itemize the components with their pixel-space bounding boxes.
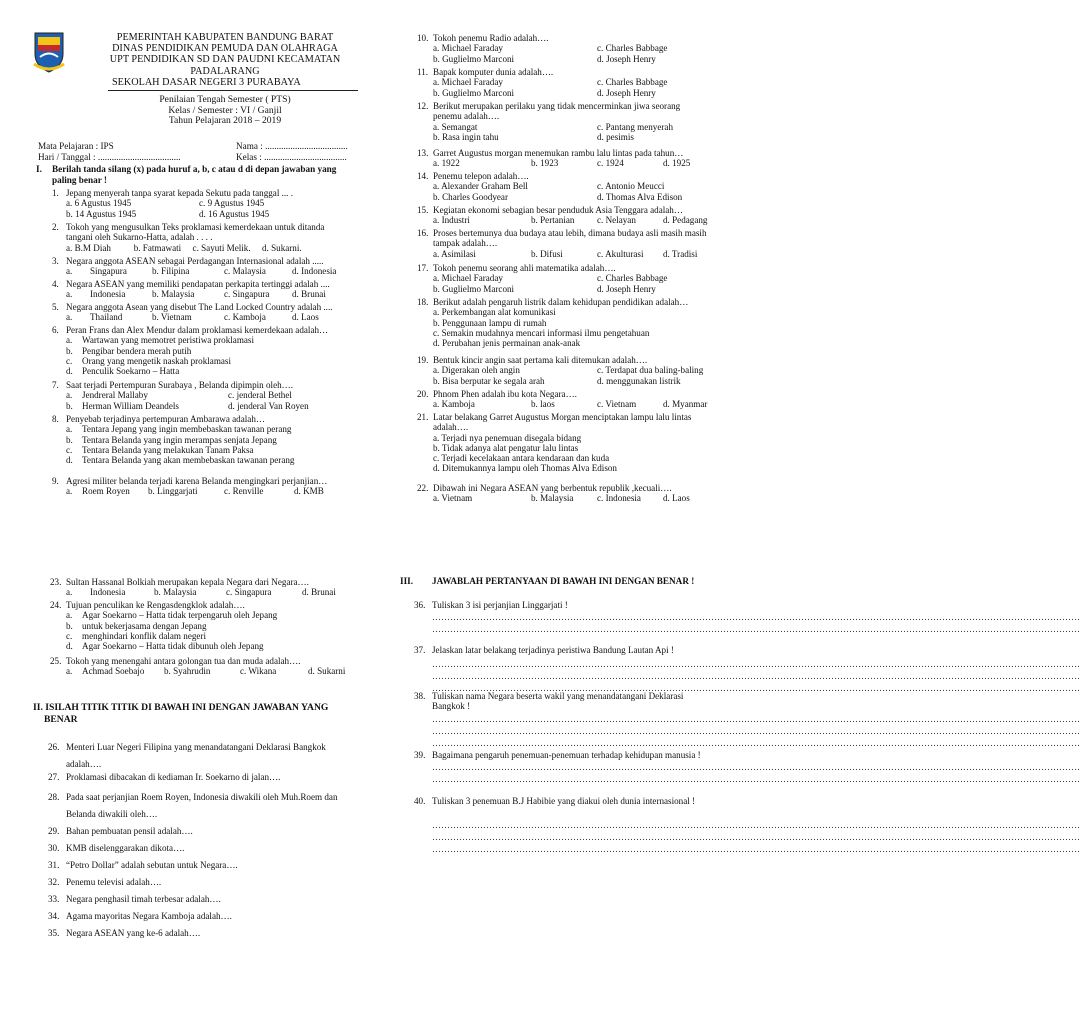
question-number: 12. — [417, 101, 429, 111]
question-stem: Berikut adalah pengaruh listrik dalam kehidupan pendidikan adalah… — [433, 297, 689, 307]
question-number: 20. — [417, 389, 429, 399]
header-line: UPT PENDIDIKAN SD DAN PAUDNI KECAMATAN — [109, 54, 341, 66]
option-c[interactable]: c. 9 Agustus 1945 — [199, 198, 265, 209]
option-a[interactable]: a. Kamboja — [433, 399, 475, 410]
option-c[interactable]: c. Renville — [224, 486, 264, 497]
question-18 — [417, 297, 688, 348]
question-22 — [417, 483, 690, 504]
section-2-title: II. ISILAH TITIK TITIK DI BAWAH INI DENGAN JAWABAN YANG — [33, 702, 329, 713]
option-d[interactable]: Tentara Belanda yang akan membebaskan tawanan perang — [82, 455, 295, 466]
question-37 — [414, 645, 674, 655]
question-24: 24. Tujuan penculikan ke Rengasdengklok adalah…. a. Agar Soekarno – Hatta tidak terpengaruh oleh Jepang b. untuk bekerjasama dengan Jepang c. menghindari konflik dalam negeri d. Agar Soekarno – Hatta tidak dibunuh oleh Jepang — [50, 600, 278, 652]
question-7: 7. Saat terjadi Pertempuran Surabaya , Belanda dipimpin oleh…. a. Jendreral Mallaby c. jenderal Bethel b. Herman William Deandels d. jenderal Van Royen — [52, 380, 309, 411]
question-stem: Tokoh yang menengahi antara golongan tua dan muda adalah…. — [66, 656, 301, 666]
question-number: 40. — [414, 796, 426, 806]
question-8: 8. Penyebab terjadinya pertempuran Ambarawa adalah… a. Tentara Jepang yang ingin membebaskan tawanan perang b. Tentara Belanda yang ingin merampas senjata Jepang c. Tentara Belanda yang melakukan Tanam Paksa d. Tentara Belanda yang akan membebaskan tawanan perang — [52, 414, 295, 466]
option-a[interactable]: a. Perkembangan alat komunikasi — [433, 307, 556, 318]
option-a[interactable]: Tentara Jepang yang ingin membebaskan tawanan perang — [82, 424, 292, 435]
name-field[interactable]: Nama : .................................... — [236, 141, 348, 151]
fill-blank[interactable]: KMB diselenggarakan dikota…. — [66, 843, 185, 853]
option-b[interactable]: b. Malaysia — [154, 587, 197, 598]
question-stem: Penemu telepon adalah…. — [433, 171, 529, 181]
question-stem: Bagaimana pengaruh penemuan-penemuan terhadap kehidupan manusia ! — [432, 750, 701, 760]
option-c[interactable]: c. Charles Babbage — [597, 273, 668, 284]
option-a[interactable]: a. Michael Faraday — [433, 43, 503, 54]
option-b[interactable]: b. Guglielmo Marconi — [433, 283, 515, 294]
option-d[interactable]: d. Indonesia — [292, 266, 337, 277]
question-stem: Tuliskan 3 isi perjanjian Linggarjati ! — [432, 600, 568, 610]
option-b[interactable]: b. Pertanian — [531, 215, 575, 226]
question-17 — [417, 263, 667, 294]
exam-info — [100, 95, 350, 127]
question-stem-cont: penemu adalah…. — [433, 111, 500, 122]
option-b[interactable]: b. Guglielmo Marconi — [433, 87, 515, 98]
question-40 — [414, 796, 695, 806]
option-b[interactable]: b. laos — [531, 399, 555, 410]
question-stem: Kegiatan ekonomi sebagian besar penduduk Asia Tenggara adalah… — [433, 205, 683, 215]
answer-line[interactable]: ……………………………………………………………………………………………………………………………………………………………………………………………… — [432, 738, 1080, 748]
question-stem: Bapak komputer dunia adalah…. — [433, 67, 554, 77]
question-stem: Dibawah ini Negara ASEAN yang berbentuk republik ,kecuali…. — [433, 483, 672, 493]
question-number: 11. — [417, 67, 429, 77]
question-stem: Jepang menyerah tanpa syarat kepada Sekutu pada tanggal ... . — [66, 188, 294, 198]
question-13 — [417, 148, 690, 169]
question-number: 6. — [52, 325, 59, 335]
question-number: 19. — [417, 355, 429, 365]
answer-line[interactable]: ……………………………………………………………………………………………………………………………………………………………………………………………… — [432, 683, 1080, 693]
question-5 — [52, 302, 333, 323]
option-c[interactable]: c. Terdapat dua baling-baling — [597, 365, 704, 376]
school-header — [90, 32, 360, 88]
option-c[interactable]: menghindari konflik dalam negeri — [82, 630, 206, 641]
question-33 — [48, 894, 221, 904]
question-number: 17. — [417, 263, 429, 273]
option-b[interactable]: Herman William Deandels — [82, 400, 179, 411]
option-c[interactable]: c. Charles Babbage — [597, 77, 668, 88]
question-stem: Tokoh yang mengusulkan Teks proklamasi kemerdekaan untuk ditanda — [66, 222, 325, 232]
answer-line[interactable]: ……………………………………………………………………………………………………………………………………………………………………………………………… — [432, 659, 1080, 669]
option-b[interactable]: b. Vietnam — [152, 312, 192, 323]
question-stem: Latar belakang Garret Augustus Morgan menciptakan lampu lalu lintas — [433, 412, 692, 422]
fill-blank[interactable]: “Petro Dollar” adalah sebutan untuk Negara…. — [66, 860, 238, 870]
question-16 — [417, 228, 707, 259]
question-number: 31. — [48, 860, 60, 870]
question-19 — [417, 355, 703, 386]
question-number: 30. — [48, 843, 60, 853]
question-stem-cont: Bangkok ! — [432, 701, 471, 712]
option-b[interactable]: b. Syahrudin — [164, 666, 211, 677]
question-20 — [417, 389, 707, 410]
question-stem: Phnom Phen adalah ibu kota Negara…. — [433, 389, 577, 399]
answer-line[interactable]: ……………………………………………………………………………………………………………………………………………………………………………………………… — [432, 726, 1080, 736]
question-stem: Tokoh penemu seorang ahli matematika adalah…. — [433, 263, 616, 273]
question-stem-cont: tampak adalah…. — [433, 238, 498, 249]
option-d[interactable]: Agar Soekarno – Hatta tidak dibunuh oleh Jepang — [82, 641, 264, 652]
section-1-title: Berilah tanda silang (x) pada huruf a, b, c atau d di depan jawaban yang — [52, 164, 337, 174]
option-c[interactable]: c. 1924 — [597, 158, 624, 169]
option-a[interactable]: a. Vietnam — [433, 493, 473, 504]
question-11 — [417, 67, 667, 98]
option-d[interactable]: d. Sukarni — [308, 666, 346, 677]
header-line: PEMERINTAH KABUPATEN BANDUNG BARAT — [116, 32, 334, 43]
question-number: 37. — [414, 645, 426, 655]
question-4 — [52, 279, 330, 300]
option-d[interactable]: d. Pedagang — [663, 215, 708, 226]
question-3 — [52, 256, 336, 277]
option-b[interactable]: Pengibar bendera merah putih — [82, 345, 192, 356]
section-1-number: I. — [36, 164, 42, 174]
option-c[interactable]: c. Antonio Meucci — [597, 181, 665, 192]
answer-line[interactable]: ……………………………………………………………………………………………………………………………………………………………………………………………… — [432, 774, 1080, 784]
option-d[interactable]: d. menggunakan listrik — [597, 375, 681, 386]
option-d[interactable]: d. Laos — [663, 493, 690, 504]
options-inline[interactable]: a. B.M Diah b. Fatmawati c. Sayuti Melik. d. Sukarni. — [66, 242, 302, 253]
question-2 — [52, 222, 324, 253]
option-a[interactable]: Achmad Soebajo — [82, 666, 145, 677]
exam-title: Penilaian Tengah Semester ( PTS) — [159, 94, 291, 105]
question-1 — [52, 188, 293, 219]
question-number: 36. — [414, 600, 426, 610]
option-a-letter: a. — [66, 289, 73, 300]
option-b[interactable]: b. Difusi — [531, 248, 563, 259]
option-b[interactable]: b. 1923 — [531, 158, 559, 169]
option-c[interactable]: c. Vietnam — [597, 399, 637, 410]
question-9: 9. Agresi militer belanda terjadi karena Belanda mengingkari perjanjian… a. Roem Royen b. Linggarjati c. Renville d. KMB — [52, 476, 328, 497]
option-c[interactable]: Orang yang mengetik naskah proklamasi — [82, 355, 231, 366]
option-a[interactable]: a. Industri — [433, 215, 470, 226]
question-28 — [48, 789, 338, 823]
question-21 — [417, 412, 691, 474]
header-rule — [108, 90, 358, 91]
fill-blank[interactable]: Negara ASEAN yang ke-6 adalah…. — [66, 928, 201, 938]
question-number: 7. — [52, 380, 59, 390]
question-number: 8. — [52, 414, 59, 424]
option-a[interactable]: a. 1922 — [433, 158, 460, 169]
option-a[interactable]: Singapura — [90, 266, 127, 277]
fill-blank[interactable]: Negara penghasil timah terbesar adalah…. — [66, 894, 221, 904]
option-d[interactable]: d. Myanmar — [663, 399, 708, 410]
question-29 — [48, 826, 193, 836]
option-b[interactable]: b. Charles Goodyear — [433, 191, 509, 202]
question-stem: Menteri Luar Negeri Filipina yang menandatangani Deklarasi Bangkok — [66, 742, 326, 752]
question-stem: Penyebab terjadinya pertempuran Ambarawa adalah… — [66, 414, 265, 424]
option-d[interactable]: d. KMB — [294, 486, 324, 497]
exam-class: Kelas / Semester : VI / Ganjil — [168, 104, 282, 116]
question-number: 9. — [52, 476, 59, 486]
option-b[interactable]: b. Guglielmo Marconi — [433, 53, 515, 64]
question-number: 24. — [50, 600, 62, 610]
question-number: 32. — [48, 877, 60, 887]
option-b[interactable]: b. Malaysia — [152, 289, 195, 300]
question-number: 4. — [52, 279, 59, 289]
question-stem: Berikut merupakan perilaku yang tidak mencerminkan jiwa seorang — [433, 101, 681, 111]
option-b[interactable]: b. Rasa ingin tahu — [433, 131, 499, 142]
question-number: 15. — [417, 205, 429, 215]
option-c[interactable]: c. Kamboja — [224, 312, 266, 323]
question-stem: Pada saat perjanjian Roem Royen, Indonesia diwakili oleh Muh.Roem dan — [66, 792, 338, 802]
option-d[interactable]: d. jenderal Van Royen — [228, 400, 309, 411]
question-stem-cont: adalah…. — [433, 422, 469, 433]
question-stem: Negara anggota Asean yang disebut The Land Locked Country adalah .... — [66, 302, 333, 312]
question-number: 27. — [48, 772, 60, 782]
question-number: 33. — [48, 894, 60, 904]
option-c[interactable]: c. Akulturasi — [597, 248, 644, 259]
option-b[interactable]: untuk bekerjasama dengan Jepang — [82, 620, 207, 631]
answer-line[interactable]: ……………………………………………………………………………………………………………………………………………………………………………………………… — [432, 612, 1080, 622]
option-d[interactable]: d. Thomas Alva Edison — [597, 191, 683, 202]
date-field[interactable]: Hari / Tanggal : .................................... — [38, 152, 181, 162]
option-a[interactable]: Roem Royen — [82, 486, 130, 497]
question-26 — [48, 739, 326, 773]
option-a[interactable]: Jendreral Mallaby — [82, 390, 148, 401]
fill-blank[interactable]: Belanda diwakili oleh…. — [66, 809, 158, 819]
question-stem: Proses bertemunya dua budaya atau lebih, dimana budaya asli masih masih — [433, 228, 707, 238]
option-d[interactable]: d. pesimis — [597, 131, 634, 142]
option-c[interactable]: c. Singapura — [224, 289, 270, 300]
question-32 — [48, 877, 161, 887]
question-stem: Bentuk kincir angin saat pertama kali ditemukan adalah…. — [433, 355, 648, 365]
option-b[interactable]: b. Bisa berputar ke segala arah — [433, 375, 545, 386]
option-a[interactable]: Indonesia — [90, 289, 126, 300]
question-number: 22. — [417, 483, 429, 493]
option-a[interactable]: a. Michael Faraday — [433, 273, 503, 284]
question-number: 1. — [52, 188, 59, 198]
answer-line[interactable]: ……………………………………………………………………………………………………………………………………………………………………………………………… — [432, 624, 1080, 634]
option-a[interactable]: a. Terjadi nya penemuan disegala bidang — [433, 432, 582, 443]
option-a[interactable]: Agar Soekarno – Hatta tidak terpengaruh oleh Jepang — [82, 610, 278, 621]
question-stem: Peran Frans dan Alex Mendur dalam proklamasi kemerdekaan adalah… — [66, 325, 329, 335]
district-logo — [32, 30, 66, 74]
option-c[interactable]: c. Pantang menyerah — [597, 121, 674, 132]
answer-line[interactable]: ……………………………………………………………………………………………………………………………………………………………………………………………… — [432, 844, 1080, 854]
question-number: 2. — [52, 222, 59, 232]
answer-line[interactable]: ……………………………………………………………………………………………………………………………………………………………………………………………… — [432, 832, 1080, 842]
question-stem: Tujuan penculikan ke Rengasdengklok adalah…. — [66, 600, 245, 610]
question-23: 23. Sultan Hassanal Bolkiah merupakan kepala Negara dari Negara…. a. Indonesia b. Malaysia c. Singapura d. Brunai — [50, 577, 336, 598]
question-10 — [417, 33, 667, 64]
option-c[interactable]: c. Indonesia — [597, 493, 641, 504]
option-c[interactable]: c. jenderal Bethel — [228, 390, 292, 401]
option-a[interactable]: Wartawan yang memotret peristiwa proklamasi — [82, 335, 254, 346]
option-d[interactable]: d. Joseph Henry — [597, 87, 656, 98]
question-38 — [414, 691, 683, 712]
question-14 — [417, 171, 682, 202]
option-c[interactable]: c. Nelayan — [597, 215, 636, 226]
option-a[interactable]: a. Asimilasi — [433, 248, 476, 259]
option-a[interactable]: a. 6 Agustus 1945 — [66, 198, 132, 209]
option-c[interactable]: c. Terjadi kecelakaan antara kendaraan dan kuda — [433, 453, 610, 464]
question-36 — [414, 600, 568, 610]
option-b[interactable]: b. Tidak adanya alat pengatur lalu lintas — [433, 442, 579, 453]
option-c[interactable]: c. Wikana — [240, 666, 277, 677]
option-c[interactable]: c. Malaysia — [224, 266, 266, 277]
question-number: 28. — [48, 792, 60, 802]
question-number: 39. — [414, 750, 426, 760]
question-number: 26. — [48, 742, 60, 752]
option-d[interactable]: d. Joseph Henry — [597, 283, 656, 294]
option-b[interactable]: b. 14 Agustus 1945 — [66, 208, 137, 219]
question-31 — [48, 860, 238, 870]
option-c[interactable]: c. Singapura — [226, 587, 272, 598]
option-a-letter: a. — [66, 312, 73, 323]
question-number: 14. — [417, 171, 429, 181]
question-number: 38. — [414, 691, 426, 701]
fill-blank[interactable]: Proklamasi dibacakan di kediaman Ir. Soekarno di jalan…. — [66, 772, 281, 782]
option-a[interactable]: Indonesia — [90, 587, 126, 598]
question-stem: Saat terjadi Pertempuran Surabaya , Belanda dipimpin oleh…. — [66, 380, 294, 390]
option-d[interactable]: Penculik Soekarno – Hatta — [82, 366, 180, 377]
option-d[interactable]: d. Tradisi — [663, 248, 698, 259]
subject-field: Mata Pelajaran : IPS — [38, 141, 114, 151]
option-b[interactable]: b. Filipina — [152, 266, 190, 277]
question-number: 3. — [52, 256, 59, 266]
question-number: 13. — [417, 148, 429, 158]
question-39 — [414, 750, 701, 760]
header-line: DINAS PENDIDIKAN PEMUDA DAN OLAHRAGA — [112, 43, 338, 55]
question-34 — [48, 911, 232, 921]
question-stem: Tuliskan nama Negara beserta wakil yang menandatangani Deklarasi — [432, 691, 684, 701]
option-d[interactable]: d. Brunai — [302, 587, 336, 598]
answer-line[interactable]: ……………………………………………………………………………………………………………………………………………………………………………………………… — [432, 820, 1080, 830]
question-30 — [48, 843, 184, 853]
fill-blank[interactable]: adalah…. — [66, 759, 102, 769]
question-27 — [48, 772, 280, 782]
option-a-letter: a. — [66, 266, 73, 277]
option-b[interactable]: b. Malaysia — [531, 493, 574, 504]
option-d[interactable]: d. Brunai — [292, 289, 326, 300]
option-a[interactable]: a. Semangat — [433, 121, 478, 132]
question-stem: Tokoh penemu Radio adalah…. — [433, 33, 549, 43]
answer-line[interactable]: ……………………………………………………………………………………………………………………………………………………………………………………………… — [432, 671, 1080, 681]
section-3-title: JAWABLAH PERTANYAAN DI BAWAH INI DENGAN BENAR ! — [432, 576, 695, 586]
question-stem: Agresi militer belanda terjadi karena Belanda mengingkari perjanjian… — [66, 476, 328, 486]
question-number: 35. — [48, 928, 60, 938]
answer-line[interactable]: ……………………………………………………………………………………………………………………………………………………………………………………………… — [432, 714, 1080, 724]
option-c[interactable]: Tentara Belanda yang melakukan Tanam Paksa — [82, 444, 254, 455]
fill-blank[interactable]: Agama mayoritas Negara Kamboja adalah…. — [66, 911, 232, 921]
option-d[interactable]: d. Ditemukannya lampu oleh Thomas Alva Edison — [433, 463, 617, 474]
header-line: SEKOLAH DASAR NEGERI 3 PURABAYA — [112, 76, 301, 88]
question-stem: Sultan Hassanal Bolkiah merupakan kepala Negara dari Negara…. — [66, 577, 309, 587]
question-number: 5. — [52, 302, 59, 312]
option-b[interactable]: b. Penggunaan lampu di rumah — [433, 317, 547, 328]
option-a[interactable]: a. Alexander Graham Bell — [433, 181, 528, 192]
question-12 — [417, 101, 680, 142]
option-d[interactable]: d. 16 Agustus 1945 — [199, 208, 270, 219]
answer-line[interactable]: ……………………………………………………………………………………………………………………………………………………………………………………………… — [432, 762, 1080, 772]
question-stem: Negara ASEAN yang memiliki pendapatan perkapita tertinggi adalah .... — [66, 279, 330, 289]
fill-blank[interactable]: Penemu televisi adalah…. — [66, 877, 162, 887]
option-a[interactable]: a. Digerakan oleh angin — [433, 365, 520, 376]
section-1-title-cont: paling benar ! — [52, 175, 107, 185]
question-number: 25. — [50, 656, 62, 666]
option-d[interactable]: d. Laos — [292, 312, 319, 323]
fill-blank[interactable]: Bahan pembuatan pensil adalah…. — [66, 826, 193, 836]
option-d[interactable]: d. Joseph Henry — [597, 53, 656, 64]
question-stem-cont: tangani oleh Sukarno-Hatta, adalah . . . . — [66, 232, 213, 243]
question-number: 18. — [417, 297, 429, 307]
question-stem: Negara anggota ASEAN sebagai Perdagangan Internasional adalah ..... — [66, 256, 324, 266]
question-number: 16. — [417, 228, 429, 238]
question-number: 29. — [48, 826, 60, 836]
option-b[interactable]: Tentara Belanda yang ingin merampas senjata Jepang — [82, 434, 277, 445]
question-15 — [417, 205, 707, 226]
question-6: 6. Peran Frans dan Alex Mendur dalam proklamasi kemerdekaan adalah… a. Wartawan yang memotret peristiwa proklamasi b. Pengibar bendera merah putih c. Orang yang mengetik naskah proklamasi d. Penculik Soekarno – Hatta — [52, 325, 329, 377]
question-stem: Tuliskan 3 penemuan B.J Habibie yang diakui oleh dunia internasional ! — [432, 796, 696, 806]
question-25: 25. Tokoh yang menengahi antara golongan tua dan muda adalah…. a. Achmad Soebajo b. Syahrudin c. Wikana d. Sukarni — [50, 656, 346, 677]
option-b[interactable]: b. Linggarjati — [148, 486, 198, 497]
question-35 — [48, 928, 200, 938]
header-line: PADALARANG — [190, 65, 260, 77]
section-3-number: III. — [400, 576, 414, 586]
option-a[interactable]: Thailand — [90, 312, 123, 323]
question-number: 34. — [48, 911, 60, 921]
option-c[interactable]: c. Charles Babbage — [597, 43, 668, 54]
question-number: 23. — [50, 577, 62, 587]
question-stem: Jelaskan latar belakang terjadinya peristiwa Bandung Lautan Api ! — [432, 645, 674, 655]
option-c[interactable]: c. Semakin mudahnya mencari informasi ilmu pengetahuan — [433, 327, 650, 338]
question-stem: Garret Augustus morgan menemukan rambu lalu lintas pada tahun… — [433, 148, 684, 158]
question-number: 10. — [417, 33, 429, 43]
option-d[interactable]: d. Perubahan jenis permainan anak-anak — [433, 338, 581, 349]
class-field[interactable]: Kelas : .................................... — [236, 152, 347, 162]
option-a[interactable]: a. Michael Faraday — [433, 77, 503, 88]
exam-year: Tahun Pelajaran 2018 – 2019 — [168, 115, 282, 127]
section-2-title-cont: BENAR — [44, 714, 78, 725]
option-d[interactable]: d. 1925 — [663, 158, 691, 169]
question-number: 21. — [417, 412, 429, 422]
